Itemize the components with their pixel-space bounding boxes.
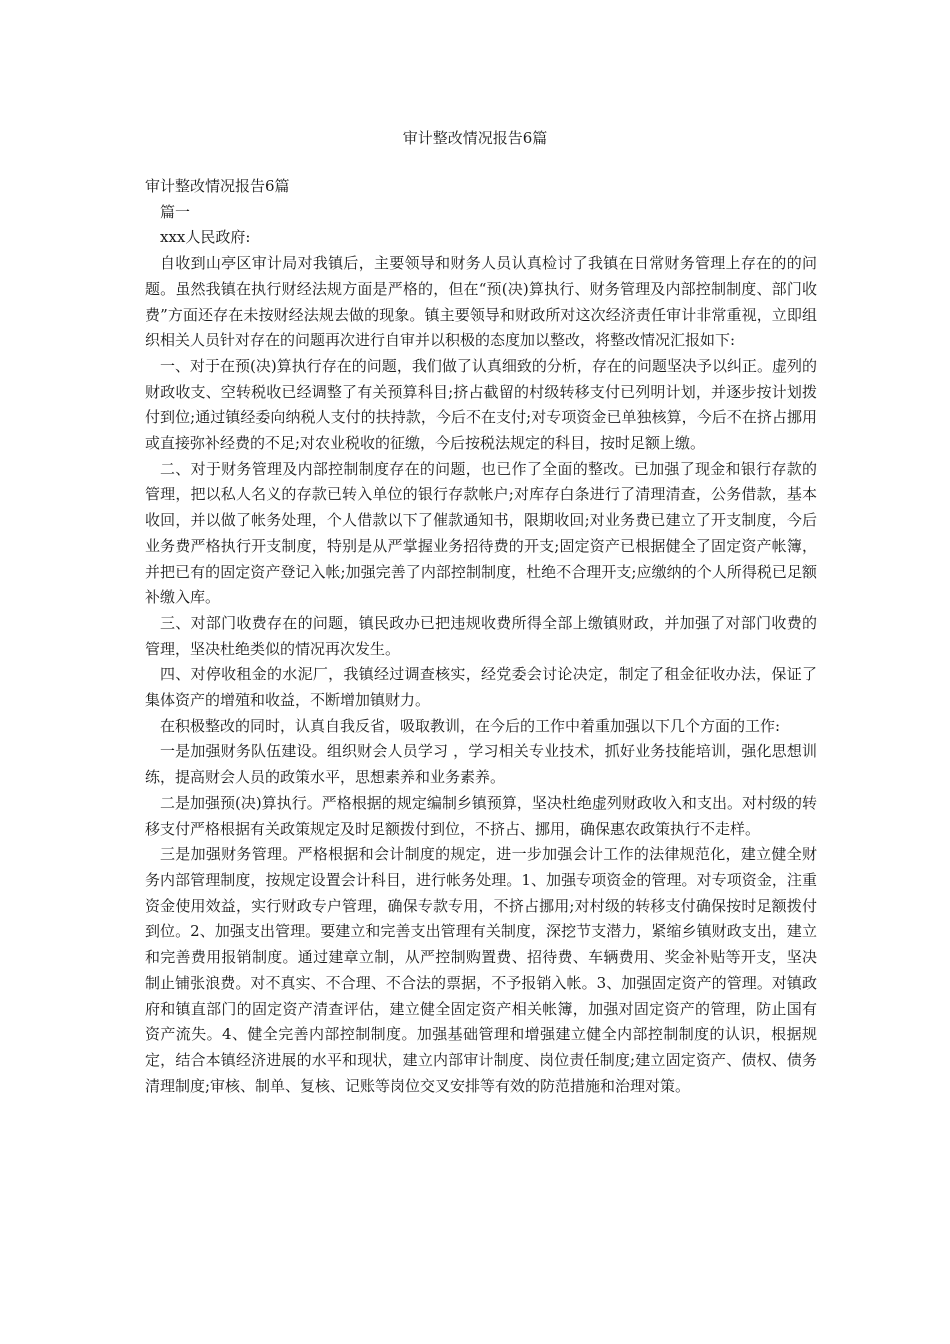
paragraph-measure-1: 一是加强财务队伍建设。组织财会人员学习 ，学习相关专业技术，抓好业务技能培训，强化思想训练，提高财会人员的政策水平，思想素养和业务素养。 [145,742,817,787]
paragraph-item-3: 三、对部门收费存在的问题，镇民政办已把违规收费所得全部上缴镇财政，并加强了对部门收费的管理，坚决杜绝类似的情况再次发生。 [145,613,817,658]
paragraph-intro: 自收到山亭区审计局对我镇后，主要领导和财务人员认真检讨了我镇在日常财务管理上存在的的问题。虽然我镇在执行财经法规方面是严格的，但在“预(决)算执行、财务管理及内部控制制度、部门收费”方面还存在未按财经法规去做的现象。镇主要领导和财政所对这次经济责任审计非常重视，立即组织相关人员针对存在的问题再次进行自审并以积极的态度加以整改，将整改情况汇报如下: [145,254,817,350]
document-title: 审计整改情况报告6篇 [402,129,548,147]
section-label: 篇一 [160,202,191,221]
paragraph-item-2: 二、对于财务管理及内部控制制度存在的问题，也已作了全面的整改。已加强了现金和银行存款的管理，把以私人名义的存款已转入单位的银行存款帐户;对库存白条进行了清理清查，公务借款，基本收回，并以做了帐务处理，个人借款以下了催款通知书，限期收回;对业务费已建立了开支制度，今后业务费严格执行开支制度，特别是从严掌握业务招待费的开支;固定资产已根据健全了固定资产帐簿，并把已有的固定资产登记入帐;加强完善了内部控制制度，杜绝不合理开支;应缴纳的个人所得税已足额补缴入库。 [145,459,817,607]
paragraph-measure-2: 二是加强预(决)算执行。严格根据的规定编制乡镇预算，坚决杜绝虚列财政收入和支出。对村级的转移支付严格根据有关政策规定及时足额拨付到位，不挤占、挪用，确保惠农政策执行不走样。 [145,793,817,838]
paragraph-measure-3: 三是加强财务管理。严格根据和会计制度的规定，进一步加强会计工作的法律规范化，建立健全财务内部管理制度，按规定设置会计科目，进行帐务处理。1、加强专项资金的管理。对专项资金，注重资金使用效益，实行财政专户管理，确保专款专用，不挤占挪用;对村级的转移支付确保按时足额拨付到位。2、加强支出管理。要建立和完善支出管理有关制度，深挖节支潜力，紧缩乡镇财政支出，建立和完善费用报销制度。通过建章立制，从严控制购置费、招待费、车辆费用、奖金补贴等开支，坚决制止铺张浪费。对不真实、不合理、不合法的票据，不予报销入帐。3、加强固定资产的管理。对镇政府和镇直部门的固定资产清查评估，建立健全固定资产相关帐簿，加强对固定资产的管理，防止国有资产流失。4、健全完善内部控制制度。加强基础管理和增强建立健全内部控制制度的认识，根据规定，结合本镇经济进展的水平和现状，建立内部审计制度、岗位责任制度;建立固定资产、债权、债务清理制度;审核、制单、复核、记账等岗位交叉安排等有效的防范措施和治理对策。 [145,845,817,1095]
paragraph-reflection: 在积极整改的同时，认真自我反省，吸取教训，在今后的工作中着重加强以下几个方面的工作: [160,716,781,735]
addressee: xxx人民政府: [160,228,251,247]
document-subtitle: 审计整改情况报告6篇 [145,177,290,195]
document-body [145,174,817,1099]
paragraph-item-4: 四、对停收租金的水泥厂，我镇经过调查核实，经党委会讨论决定，制定了租金征收办法，保证了集体资产的增殖和收益，不断增加镇财力。 [145,665,817,710]
paragraph-item-1: 一、对于在预(决)算执行存在的问题，我们做了认真细致的分析，存在的问题坚决予以纠正。虚列的财政收支、空转税收已经调整了有关预算科目;挤占截留的村级转移支付已列明计划，并逐步按计划拨付到位;通过镇经委向纳税人支付的扶持款，今后不在支付;对专项资金已单独核算，今后不在挤占挪用或直接弥补经费的不足;对农业税收的征缴，今后按税法规定的科目，按时足额上缴。 [145,356,817,453]
